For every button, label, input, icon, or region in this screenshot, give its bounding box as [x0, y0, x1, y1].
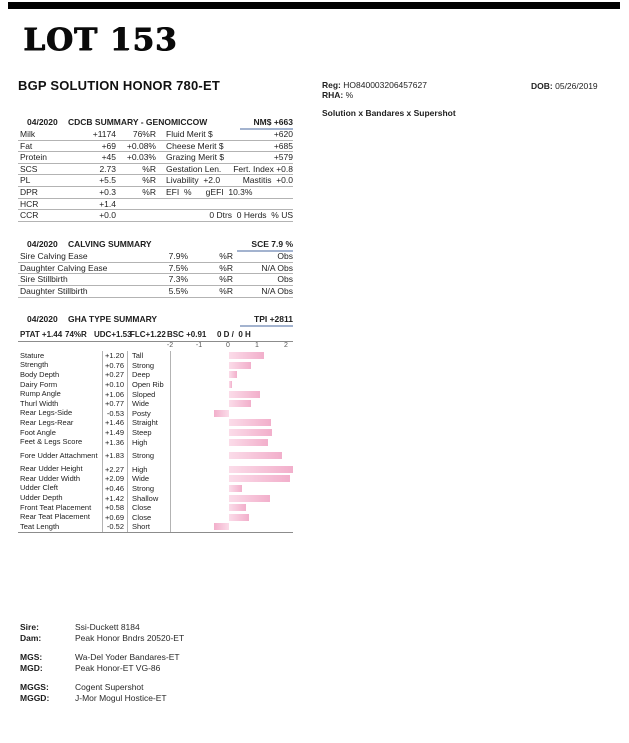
calving-label: Sire Calving Ease: [20, 251, 88, 262]
table-row: [18, 210, 293, 222]
trait-descriptor: Open Rib: [127, 380, 170, 390]
ptat-stats-row: [18, 326, 293, 342]
trait-bar-cell: [170, 428, 293, 438]
cdcb-title: CDCB SUMMARY - GENOMICCOW: [68, 117, 208, 127]
calving-obs: Obs: [277, 274, 293, 285]
table-row: [18, 164, 293, 176]
trait-axis-ticks: [18, 342, 293, 351]
trait-bar-cell: [170, 409, 293, 419]
merit-label: Livability +2.0: [166, 175, 221, 186]
trait-label: HCR: [20, 198, 39, 209]
table-row: [18, 263, 293, 275]
reliability-cell: +0.03%: [126, 152, 156, 163]
cdcb-summary-header: [18, 117, 293, 129]
calving-obs: N/A Obs: [261, 262, 293, 273]
pedigree-label: MGGS:: [20, 682, 49, 692]
axis-tick-label: 2: [284, 342, 288, 349]
trait-bar: [229, 514, 249, 521]
trait-value: +1.20: [102, 351, 127, 361]
trait-value: +2.27: [102, 464, 127, 474]
trait-label: CCR: [20, 210, 39, 221]
trait-bar: [229, 352, 264, 359]
reliability-cell: %R: [142, 187, 156, 198]
pedigree-block: [20, 622, 184, 712]
trait-descriptor: Sloped: [127, 389, 170, 399]
sce-value: SCE 7.9 %: [237, 239, 293, 252]
merit-value: +685: [273, 140, 293, 151]
ptat-stat: PTAT +1.44: [20, 330, 63, 339]
calving-pct: 7.5%: [168, 262, 188, 273]
trait-row: [18, 474, 293, 484]
gha-title: GHA TYPE SUMMARY: [68, 314, 158, 324]
trait-name: Dairy Form: [20, 379, 58, 389]
trait-label: Fat: [20, 140, 33, 151]
trait-value: +1.42: [102, 493, 127, 503]
gha-date: 04/2020: [27, 314, 58, 324]
trait-name: Rump Angle: [20, 389, 61, 399]
pedigree-row: [20, 633, 184, 644]
trait-bar: [229, 485, 242, 492]
trait-bar: [229, 504, 246, 511]
trait-value: +0.69: [102, 512, 127, 522]
merit-value: Fert. Index +0.8: [233, 163, 293, 174]
trait-bar: [229, 371, 237, 378]
ptat-stat: 74%R: [65, 330, 87, 339]
reliability-cell: 76%R: [132, 129, 156, 140]
table-row: [18, 274, 293, 286]
trait-bar: [229, 400, 251, 407]
trait-name: Foot Angle: [20, 427, 56, 437]
trait-bar: [229, 362, 251, 369]
calving-summary-header: [18, 239, 293, 251]
trait-bar-cell: [170, 447, 293, 465]
calving-obs: N/A Obs: [261, 286, 293, 297]
trait-name: Rear Udder Height: [20, 464, 83, 474]
pedigree-value: J-Mor Mogul Hostice-ET: [75, 692, 167, 703]
merit-value: +620: [273, 129, 293, 140]
trait-name: Rear Udder Width: [20, 473, 81, 483]
calving-title: CALVING SUMMARY: [68, 239, 152, 249]
trait-descriptor: Steep: [127, 428, 170, 438]
trait-descriptor: Posty: [127, 409, 170, 419]
pedigree-group: [20, 622, 184, 643]
calving-summary-rows: [18, 251, 293, 298]
trait-row: [18, 493, 293, 503]
trait-bar-cell: [170, 474, 293, 484]
ptat-stat: BSC +0.91: [167, 330, 207, 339]
trait-value: -0.53: [102, 409, 127, 419]
pedigree-label: Dam:: [20, 632, 42, 643]
trait-row: [18, 361, 293, 371]
trait-name: Rear Legs-Rear: [20, 417, 74, 427]
trait-label: PL: [20, 175, 31, 186]
trait-row: [18, 418, 293, 428]
pedigree-label: MGD:: [20, 662, 43, 673]
dob-value: 05/26/2019: [555, 81, 598, 91]
trait-row: [18, 447, 293, 465]
lot-number-title: LOT 153: [23, 22, 178, 58]
trait-bar: [229, 439, 268, 446]
trait-value: -0.52: [102, 522, 127, 532]
merit-label: Fluid Merit $: [166, 129, 213, 140]
merit-label: Gestation Len.: [166, 163, 222, 174]
reliability-cell: %R: [142, 175, 156, 186]
rha-line: [322, 91, 622, 101]
value-cell: +1.4: [99, 198, 116, 209]
trait-row: [18, 428, 293, 438]
trait-row: [18, 503, 293, 513]
ptat-stat: FLC+1.22: [130, 330, 166, 339]
value-cell: +69: [101, 140, 116, 151]
trait-bar-cell: [170, 437, 293, 447]
net-merit-value: NM$ +663: [240, 117, 293, 130]
trait-label: Protein: [20, 152, 47, 163]
calving-obs: Obs: [277, 251, 293, 262]
trait-name: Front Teat Placement: [20, 502, 92, 512]
value-cell: +45: [101, 152, 116, 163]
trait-bar: [229, 391, 260, 398]
merit-value: Mastitis +0.0: [242, 175, 293, 186]
trait-name: Fore Udder Attachment: [20, 450, 98, 460]
dob-label: DOB:: [531, 81, 553, 91]
calving-reliability: %R: [219, 274, 233, 285]
trait-name: Feet & Legs Score: [20, 437, 83, 447]
calving-reliability: %R: [219, 251, 233, 262]
trait-descriptor: Strong: [127, 361, 170, 371]
axis-tick-label: 0: [226, 342, 230, 349]
trait-value: +0.77: [102, 399, 127, 409]
gha-type-summary-table: [18, 314, 293, 533]
trait-row: [18, 380, 293, 390]
trait-descriptor: Straight: [127, 418, 170, 428]
ptat-stat: UDC+1.53: [94, 330, 132, 339]
calving-date: 04/2020: [27, 239, 58, 249]
trait-name: Stature: [20, 350, 45, 360]
trait-descriptor: Short: [127, 522, 170, 532]
gha-summary-header: [18, 314, 293, 326]
merit-cells: [156, 175, 293, 186]
trait-descriptor: Close: [127, 512, 170, 522]
trait-value: +0.27: [102, 370, 127, 380]
calving-label: Daughter Calving Ease: [20, 262, 108, 273]
trait-bar-cell: [170, 389, 293, 399]
trait-label: SCS: [20, 163, 38, 174]
trait-bar-cell: [170, 522, 293, 532]
trait-row: [18, 437, 293, 447]
axis-tick-label: 1: [255, 342, 259, 349]
pedigree-value: Wa-Del Yoder Bandares-ET: [75, 652, 180, 662]
pedigree-row: [20, 663, 184, 674]
table-row: [18, 286, 293, 298]
merit-cells: [156, 152, 293, 163]
trait-bar: [229, 466, 293, 473]
tpi-value: TPI +2811: [240, 314, 293, 327]
merit-label: Grazing Merit $: [166, 152, 225, 163]
trait-value: +1.06: [102, 389, 127, 399]
trait-bar: [214, 410, 229, 417]
trait-bar: [229, 495, 270, 502]
value-cell: +0.3: [99, 187, 116, 198]
trait-bar-cell: [170, 361, 293, 371]
axis-tick-label: -2: [166, 342, 174, 349]
rha-value: %: [345, 89, 354, 100]
pedigree-value: Cogent Supershot: [75, 682, 144, 692]
trait-value: +1.36: [102, 437, 127, 447]
rha-label: RHA:: [322, 89, 344, 100]
value-cell: 2.73: [99, 163, 116, 174]
calving-summary-table: [18, 239, 293, 298]
trait-descriptor: Wide: [127, 474, 170, 484]
trait-name: Udder Depth: [20, 493, 63, 503]
reliability-cell: +0.08%: [126, 140, 156, 151]
trait-bar-cell: [170, 464, 293, 474]
trait-value: +1.83: [102, 447, 127, 465]
pedigree-row: [20, 693, 184, 704]
trait-bar-cell: [170, 503, 293, 513]
trait-bar-cell: [170, 484, 293, 494]
trait-descriptor: Deep: [127, 370, 170, 380]
axis-tick-label: -1: [195, 342, 203, 349]
animal-name-title: BGP SOLUTION HONOR 780-ET: [18, 78, 220, 93]
pedigree-group: [20, 652, 184, 673]
dob-line: [531, 81, 598, 91]
trait-row: [18, 389, 293, 399]
merit-value: 0 Dtrs 0 Herds % US: [209, 210, 293, 221]
reg-value: HO840003206457627: [343, 80, 427, 90]
trait-descriptor: Shallow: [127, 493, 170, 503]
merit-cells: [156, 141, 293, 152]
ptat-stat: 0 D / 0 H: [217, 330, 251, 339]
trait-name: Rear Legs-Side: [20, 408, 73, 418]
value-cell: +1174: [92, 129, 116, 140]
pedigree-label: MGGD:: [20, 692, 50, 703]
trait-row: [18, 409, 293, 419]
pedigree-row: [20, 682, 184, 693]
calving-pct: 7.9%: [168, 251, 188, 262]
trait-bar-cell: [170, 370, 293, 380]
trait-value: +0.46: [102, 484, 127, 494]
trait-bar-cell: [170, 380, 293, 390]
trait-value: +1.46: [102, 418, 127, 428]
merit-label: EFI % gEFI 10.3%: [166, 187, 253, 198]
merit-cells: [156, 187, 293, 198]
pedigree-value: Peak Honor Bndrs 20520-ET: [75, 632, 185, 643]
trait-name: Teat Length: [20, 521, 60, 531]
cdcb-summary-rows: [18, 129, 293, 222]
trait-row: [18, 464, 293, 474]
trait-bar-cell: [170, 399, 293, 409]
table-row: [18, 187, 293, 199]
reg-label: Reg:: [322, 80, 341, 90]
trait-row: [18, 484, 293, 494]
trait-bar-cell: [170, 512, 293, 522]
trait-bar-cell: [170, 351, 293, 361]
table-row: [18, 141, 293, 153]
merit-value: +579: [273, 152, 293, 163]
trait-descriptor: High: [127, 464, 170, 474]
table-row: [18, 251, 293, 263]
merit-cells: [156, 164, 293, 175]
trait-name: Udder Cleft: [20, 483, 58, 493]
trait-descriptor: Strong: [127, 484, 170, 494]
table-row: [18, 129, 293, 141]
value-cell: +0.0: [99, 210, 116, 221]
trait-row: [18, 512, 293, 522]
table-row: [18, 199, 293, 211]
top-rule-bar: [8, 2, 620, 9]
trait-name: Thurl Width: [20, 398, 59, 408]
merit-label: Cheese Merit $: [166, 140, 224, 151]
trait-value: +2.09: [102, 474, 127, 484]
calving-pct: 5.5%: [168, 286, 188, 297]
trait-value: +0.76: [102, 361, 127, 371]
trait-row: [18, 351, 293, 361]
calving-reliability: %R: [219, 262, 233, 273]
trait-name: Body Depth: [20, 369, 60, 379]
reliability-cell: %R: [142, 163, 156, 174]
trait-bar: [229, 419, 271, 426]
trait-bar: [229, 475, 290, 482]
calving-label: Sire Stillbirth: [20, 274, 68, 285]
table-row: [18, 152, 293, 164]
trait-descriptor: Strong: [127, 447, 170, 465]
trait-row: [18, 399, 293, 409]
trait-descriptor: Tall: [127, 351, 170, 361]
table-row: [18, 175, 293, 187]
trait-name: Strength: [20, 360, 49, 370]
pedigree-label: Sire:: [20, 622, 39, 632]
trait-bar: [229, 429, 272, 436]
linear-trait-chart: [18, 351, 293, 533]
trait-descriptor: High: [127, 437, 170, 447]
calving-pct: 7.3%: [168, 274, 188, 285]
pedigree-value: Peak Honor-ET VG-86: [75, 662, 161, 673]
trait-value: +1.49: [102, 428, 127, 438]
trait-bar: [229, 452, 282, 459]
trait-bar: [214, 523, 229, 530]
merit-cells: [156, 210, 293, 221]
trait-bar: [229, 381, 232, 388]
trait-row: [18, 522, 293, 532]
trait-value: +0.58: [102, 503, 127, 513]
trait-bar-cell: [170, 418, 293, 428]
trait-value: +0.10: [102, 380, 127, 390]
value-cell: +5.5: [99, 175, 116, 186]
trait-bar-cell: [170, 493, 293, 503]
pedigree-row: [20, 652, 184, 663]
calving-reliability: %R: [219, 286, 233, 297]
pedigree-group: [20, 682, 184, 703]
cdcb-summary-table: [18, 117, 293, 222]
trait-descriptor: Close: [127, 503, 170, 513]
cdcb-date: 04/2020: [27, 117, 58, 127]
pedigree-value: Ssi-Duckett 8184: [75, 622, 140, 632]
calving-label: Daughter Stillbirth: [20, 286, 88, 297]
trait-row: [18, 370, 293, 380]
trait-name: Rear Teat Placement: [20, 512, 90, 522]
trait-label: Milk: [20, 129, 36, 140]
pedigree-row: [20, 622, 184, 633]
sire-stack-line: Solution x Bandares x Supershot: [322, 108, 456, 118]
trait-label: DPR: [20, 187, 38, 198]
pedigree-label: MGS:: [20, 652, 43, 662]
merit-cells: [156, 129, 293, 140]
trait-descriptor: Wide: [127, 399, 170, 409]
